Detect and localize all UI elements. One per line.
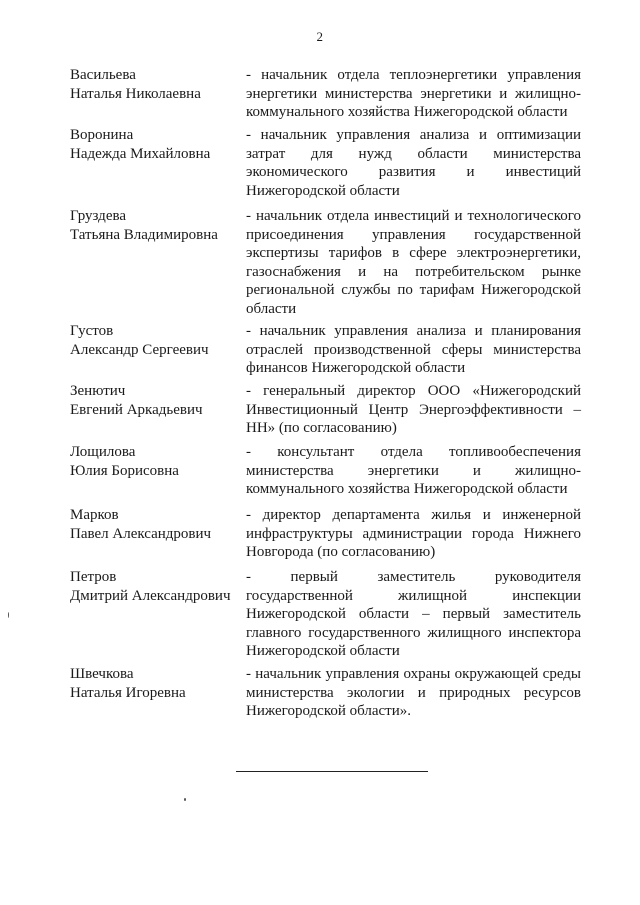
member-name [70,207,245,244]
member-surname: Зенютич [70,383,126,399]
member-given-names: Татьяна Владимировна [70,226,218,243]
member-surname: Петров [70,569,117,585]
member-name [70,506,245,543]
member-name [70,665,245,702]
member-name [70,568,245,605]
member-given-names: Юлия Борисовна [70,462,179,479]
member-position: - начальник отдела инвестиций и технологического присоединения управления государственной экспертизы тарифов в сфере электроэнергетики, газоснабжения и на потребительском рынке региональной службы по тарифам Нижегородской области [246,208,581,317]
member-surname: Воронина [70,127,134,143]
page-number: 2 [316,29,324,44]
member-name [70,126,245,163]
member-name [70,322,245,359]
member-position: - начальник отдела теплоэнергетики управления энергетики министерства энергетики и жилищно-коммунального хозяйства Нижегородской области [246,67,581,121]
member-surname: Густов [70,323,114,339]
member-given-names: Дмитрий Александрович [70,587,231,604]
member-name [70,443,245,480]
scan-speck [184,798,186,801]
member-given-names: Павел Александрович [70,525,212,542]
member-given-names: Надежда Михайловна [70,145,211,162]
member-name [70,66,245,103]
member-position: - первый заместитель руководителя государственной жилищной инспекции Нижегородской области – первый заместитель главного государственного жилищного инспектора Нижегородской области [246,569,581,660]
member-surname: Марков [70,507,119,523]
member-position: - консультант отдела топливообеспечения министерства энергетики и жилищно-коммунального хозяйства Нижегородской области [246,444,581,498]
member-name [70,382,245,419]
member-surname: Васильева [70,67,136,83]
scan-speck [8,612,9,618]
closing-rule [236,771,428,772]
member-surname: Груздева [70,208,127,224]
member-given-names: Евгений Аркадьевич [70,401,203,418]
member-surname: Лощилова [70,444,136,460]
member-surname: Швечкова [70,666,134,682]
member-position: - начальник управления анализа и планирования отраслей производственной сферы министерства финансов Нижегородской области [246,323,581,377]
member-position: - генеральный директор ООО «Нижегородский Инвестиционный Центр Энергоэффективности – НН» (по согласованию) [246,383,581,437]
member-given-names: Александр Сергеевич [70,341,209,358]
member-given-names: Наталья Николаевна [70,85,201,102]
member-given-names: Наталья Игоревна [70,684,186,701]
member-position: - начальник управления охраны окружающей среды министерства экологии и природных ресурсов Нижегородской области». [246,666,581,720]
member-position: - начальник управления анализа и оптимизации затрат для нужд области министерства экономического развития и инвестиций Нижегородской области [246,127,581,199]
member-position: - директор департамента жилья и инженерной инфраструктуры администрации города Нижнего Новгорода (по согласованию) [246,507,581,561]
